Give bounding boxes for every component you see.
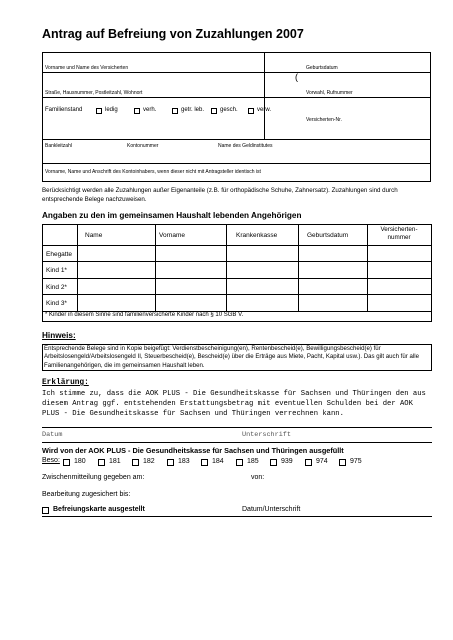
row-label-kind1: Kind 1*	[46, 267, 67, 274]
beso-code-label: 975	[350, 458, 362, 465]
signature-label: Unterschrift	[242, 431, 291, 439]
page-title: Antrag auf Befreiung von Zuzahlungen 2007	[42, 27, 304, 41]
card-issued-label: Befreiungskarte ausgestellt	[53, 506, 145, 513]
office-heading: Wird von der AOK PLUS - Die Gesundheitskasse für Sachsen und Thüringen ausgefüllt	[42, 446, 344, 455]
account-holder-label: Vorname, Name und Anschrift des Kontoinhabers, wenn dieser nicht mit Antragsteller identisch ist	[45, 169, 261, 175]
date-label: Datum	[42, 431, 63, 439]
bank-institute-label: Name des Geldinstitutes	[218, 143, 273, 149]
household-heading: Angaben zu den im gemeinsamen Haushalt lebenden Angehörigen	[42, 211, 302, 220]
status-option-getr-leb: getr. leb.	[181, 107, 205, 113]
office-bottom-line	[42, 516, 432, 517]
date-signature-label: Datum/Unterschrift	[242, 506, 301, 513]
beso-checkbox-181[interactable]	[98, 459, 105, 466]
beso-checkbox-180[interactable]	[63, 459, 70, 466]
status-option-verw: verw.	[257, 107, 272, 113]
name-field-label: Vorname und Name des Versicherten	[45, 65, 129, 71]
phone-field-label: Vorwahl, Rufnummer	[306, 90, 353, 96]
personal-data-form	[42, 52, 431, 182]
hint-text: Entsprechende Belege sind in Kopie beigefügt: Verdienstbescheinigung(en), Rentenbescheid(e), Bewilligungsbescheid(e) für Arbeitslosengeld/Arbeitslosengeld II, Steuerbescheid(e), Bescheid(e) über die Erträge aus Miete, Pacht, Kapital usw.). Das gilt auch für alle Familienangehörigen, die im gemeinsamen Haushalt leben.	[44, 345, 419, 369]
status-option-ledig: ledig	[105, 107, 118, 113]
status-option-verh: verh.	[143, 107, 157, 113]
status-checkbox-ledig[interactable]	[96, 108, 102, 114]
address-field-label: Straße, Hausnummer, Postleitzahl, Wohnort	[45, 90, 143, 96]
beso-checkbox-974[interactable]	[305, 459, 312, 466]
beso-checkbox-185[interactable]	[236, 459, 243, 466]
family-status-label: Familienstand	[45, 107, 83, 113]
row-label-kind2: Kind 2*	[46, 284, 67, 291]
beso-code-label: 183	[178, 458, 190, 465]
insurance-number-label: Versicherten-Nr.	[306, 117, 342, 123]
beso-label: Beso:	[42, 457, 60, 464]
notice-text: Berücksichtigt werden alle Zuzahlungen außer Eigenanteile (z.B. für orthopädische Schuhe, Zahnersatz). Zuzahlungen sind durch entsprechende Belege nachzuweisen.	[42, 187, 398, 203]
from-label: von:	[251, 474, 265, 481]
beso-code-label: 184	[212, 458, 224, 465]
header-krankenkasse: Krankenkasse	[236, 232, 278, 239]
beso-checkbox-182[interactable]	[132, 459, 139, 466]
status-option-gesch: gesch.	[220, 107, 238, 113]
hint-heading: Hinweis:	[42, 331, 76, 340]
declaration-heading: Erklärung:	[42, 379, 89, 387]
beso-code-label: 180	[74, 458, 86, 465]
beso-code-label: 939	[281, 458, 293, 465]
processing-label: Bearbeitung zugesichert bis:	[42, 491, 131, 498]
signature-line	[42, 427, 432, 428]
card-issued-checkbox[interactable]	[42, 507, 49, 514]
bracket-mark: (	[295, 72, 298, 82]
status-checkbox-verw[interactable]	[248, 108, 254, 114]
birthdate-field-label: Geburtsdatum	[306, 65, 338, 71]
header-versichertennummer: Versicherten-nummer	[380, 226, 418, 241]
status-checkbox-getr-leb[interactable]	[172, 108, 178, 114]
beso-checkbox-975[interactable]	[339, 459, 346, 466]
row-label-ehegatte: Ehegatte	[46, 251, 73, 258]
bank-code-label: Bankleitzahl	[45, 143, 72, 149]
header-name: Name	[85, 232, 103, 239]
account-number-label: Kontonummer	[127, 143, 159, 149]
header-geburtsdatum: Geburtsdatum	[307, 232, 349, 239]
interim-notice-label: Zwischenmitteilung gegeben am:	[42, 474, 145, 481]
status-checkbox-verh[interactable]	[134, 108, 140, 114]
declaration-text: Ich stimme zu, dass die AOK PLUS - Die Gesundheitskasse für Sachsen und Thüringen den aus diesem Antrag ggf. entstehenden Erstattungsbetrag mit eventuellen Schulden bei der AOK PLUS - Die Gesundheitskasse für Sachsen und Thüringen verrechnen kann.	[42, 390, 426, 418]
beso-checkbox-183[interactable]	[167, 459, 174, 466]
household-footnote: * Kinder in diesem Sinne sind familienversicherte Kinder nach § 10 SGB V.	[45, 312, 244, 318]
header-vorname: Vorname	[159, 232, 186, 239]
beso-code-label: 182	[143, 458, 155, 465]
row-label-kind3: Kind 3*	[46, 300, 67, 307]
beso-checkbox-184[interactable]	[201, 459, 208, 466]
beso-code-label: 974	[316, 458, 328, 465]
beso-code-label: 181	[109, 458, 121, 465]
beso-code-label: 185	[247, 458, 259, 465]
beso-checkbox-939[interactable]	[270, 459, 277, 466]
status-checkbox-gesch[interactable]	[211, 108, 217, 114]
